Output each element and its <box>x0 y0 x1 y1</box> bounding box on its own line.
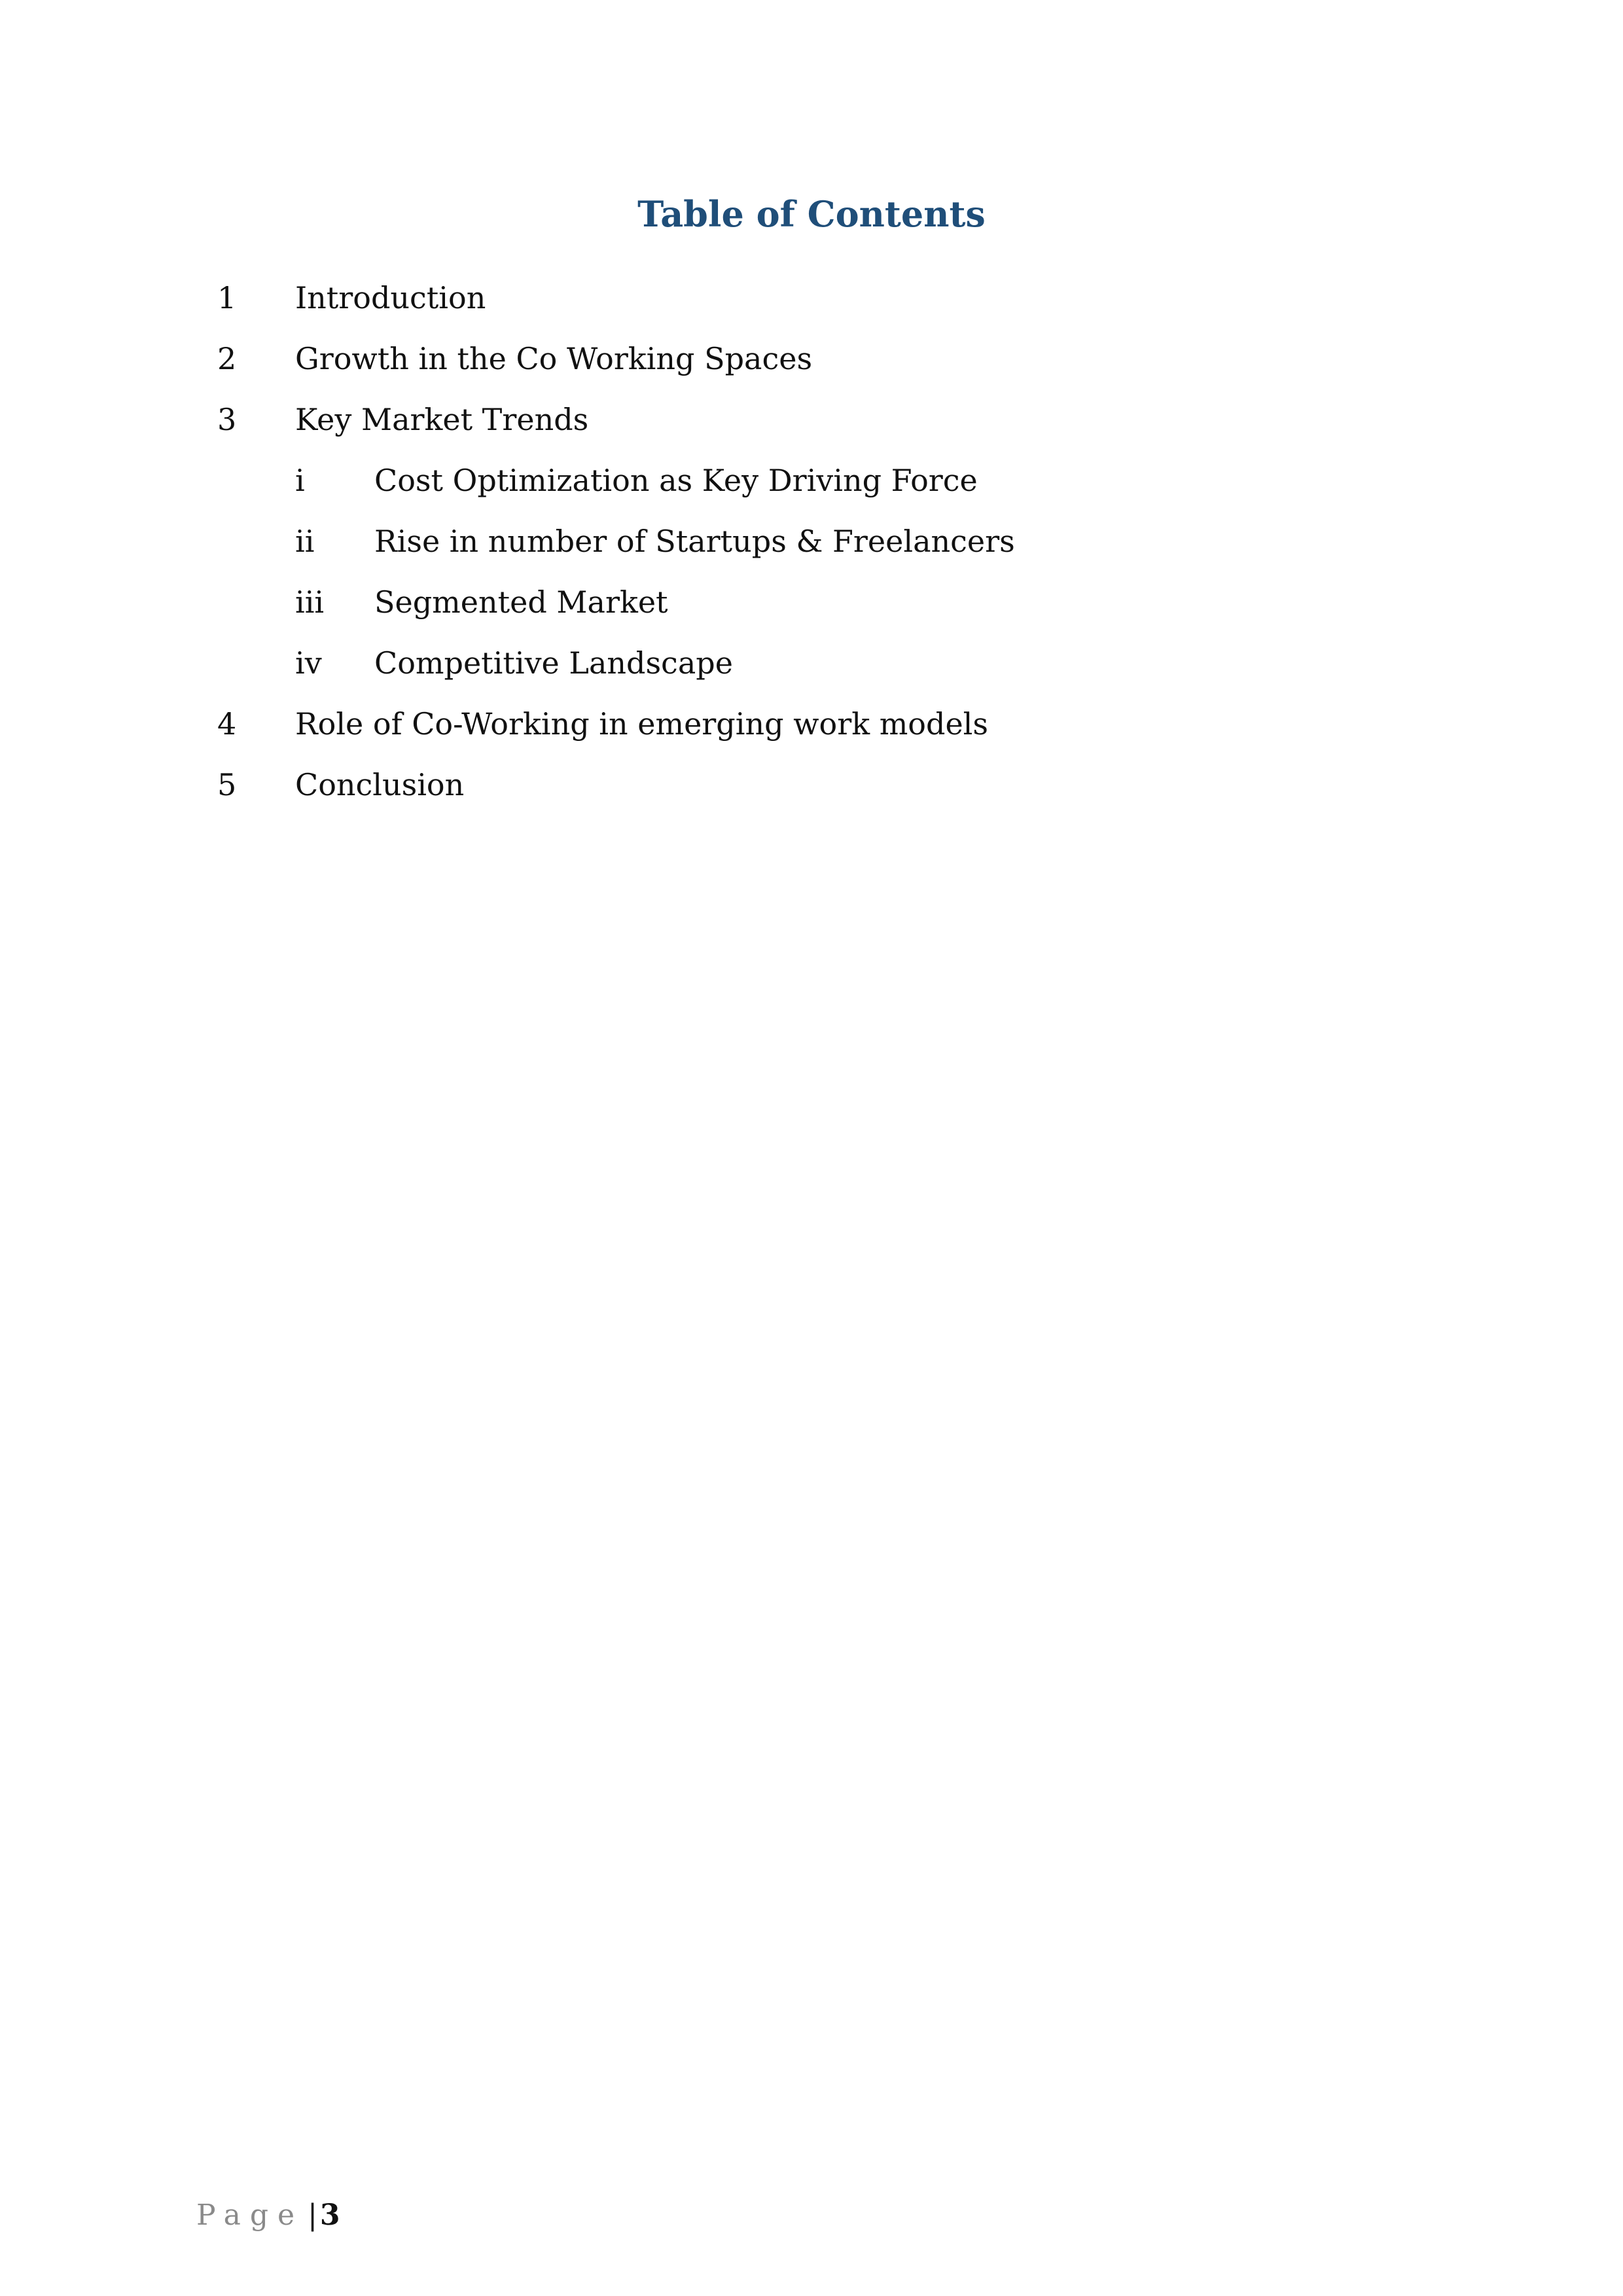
toc-entry-text: Key Market Trends <box>295 402 589 437</box>
toc-entry-text: Conclusion <box>295 767 465 802</box>
toc-entry-number: 2 <box>217 341 237 376</box>
toc-entry-text: Rise in number of Startups & Freelancers <box>374 524 1015 559</box>
toc-entry-number: 1 <box>217 280 237 315</box>
page-number: 3 <box>319 2198 340 2232</box>
page-footer <box>196 2193 340 2238</box>
toc-entry-number: ii <box>295 524 315 559</box>
toc-entry-text: Growth in the Co Working Spaces <box>295 341 813 376</box>
footer-separator: | <box>308 2198 317 2232</box>
footer-page-label: Page <box>196 2198 304 2232</box>
toc-entry-number: 5 <box>217 767 237 802</box>
toc-entry-text: Role of Co-Working in emerging work models <box>295 706 988 742</box>
toc-entry-text: Segmented Market <box>374 584 668 620</box>
toc-entry-text: Introduction <box>295 280 486 315</box>
toc-title: Table of Contents <box>637 193 986 235</box>
toc-entry-number: iii <box>295 584 325 620</box>
toc-entry-number: i <box>295 463 305 498</box>
toc-entry-text: Cost Optimization as Key Driving Force <box>374 463 978 498</box>
toc-entry-number: 3 <box>217 402 237 437</box>
toc-entry-text: Competitive Landscape <box>374 645 733 681</box>
toc-entry-number: iv <box>295 645 322 681</box>
toc-entry-number: 4 <box>217 706 237 742</box>
